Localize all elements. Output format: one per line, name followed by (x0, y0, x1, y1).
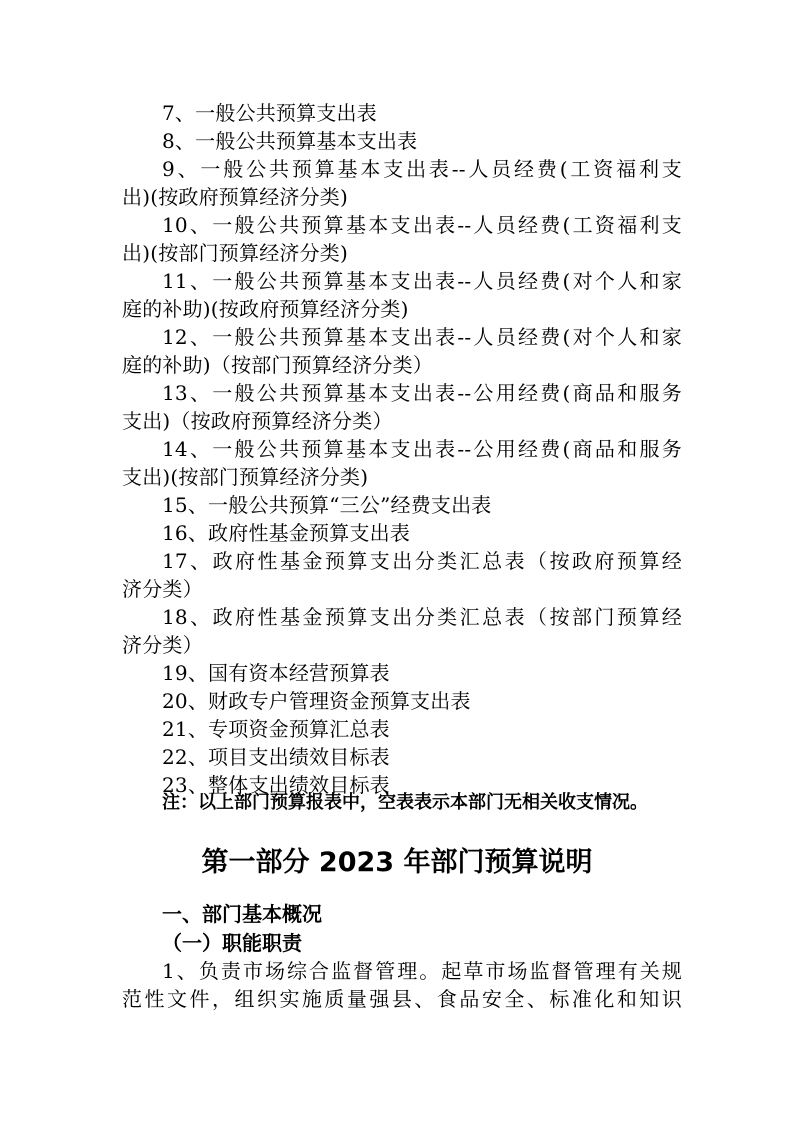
section-title: 第一部分 2023 年部门预算说明 (201, 847, 593, 878)
list-item: 12、一般公共预算基本支出表--人员经费(对个人和家 (162, 325, 682, 349)
list-item-continuation: 庭的补助)（按部门预算经济分类） (122, 353, 434, 377)
table-note: 注：以上部门预算报表中，空表表示本部门无相关收支情况。 (162, 792, 648, 813)
list-item: 23、整体支出绩效目标表 (162, 773, 390, 797)
list-item-continuation: 支出)(按部门预算经济分类) (122, 465, 369, 489)
heading-basic-overview: 一、部门基本概况 (162, 902, 322, 926)
list-item: 20、财政专户管理资金预算支出表 (162, 689, 471, 713)
list-item: 21、专项资金预算汇总表 (162, 717, 390, 741)
list-item-continuation: 出)(按政府预算经济分类) (122, 185, 349, 209)
list-item: 13、一般公共预算基本支出表--公用经费(商品和服务 (162, 381, 682, 405)
list-item: 19、国有资本经营预算表 (162, 661, 390, 685)
body-paragraph-line: 范性文件，组织实施质量强县、食品安全、标准化和知识 (122, 987, 682, 1011)
list-item-continuation: 济分类） (122, 633, 203, 657)
list-item: 18、政府性基金预算支出分类汇总表（按部门预算经 (162, 605, 682, 629)
list-item: 15、一般公共预算“三公”经费支出表 (162, 493, 492, 517)
list-item: 17、政府性基金预算支出分类汇总表（按政府预算经 (162, 549, 682, 573)
list-item-continuation: 支出)（按政府预算经济分类） (122, 409, 393, 433)
list-item: 10、一般公共预算基本支出表--人员经费(工资福利支 (162, 213, 682, 237)
list-item: 11、一般公共预算基本支出表--人员经费(对个人和家 (162, 269, 682, 293)
list-item: 14、一般公共预算基本支出表--公用经费(商品和服务 (162, 437, 682, 461)
list-item-continuation: 庭的补助)(按政府预算经济分类) (122, 297, 409, 321)
list-item: 9、一般公共预算基本支出表--人员经费(工资福利支 (162, 157, 682, 181)
list-item: 8、一般公共预算基本支出表 (162, 129, 418, 153)
list-item-continuation: 济分类） (122, 577, 203, 601)
body-paragraph-line: 1、负责市场综合监督管理。起草市场监督管理有关规 (162, 959, 682, 983)
list-item: 22、项目支出绩效目标表 (162, 745, 390, 769)
list-item: 7、一般公共预算支出表 (162, 101, 377, 125)
heading-functions: （一）职能职责 (162, 931, 302, 955)
list-item: 16、政府性基金预算支出表 (162, 521, 411, 545)
list-item-continuation: 出)(按部门预算经济分类) (122, 241, 349, 265)
